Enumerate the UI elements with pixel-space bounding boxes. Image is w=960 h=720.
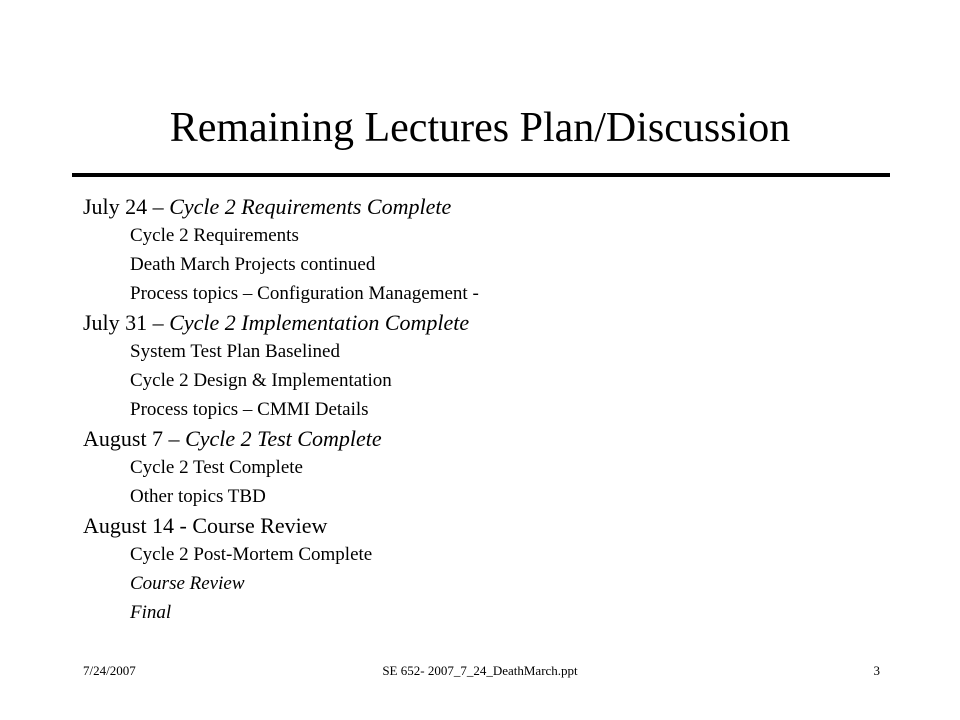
item-date: July 24 –	[83, 194, 170, 219]
sub-item: Cycle 2 Post-Mortem Complete	[130, 544, 373, 565]
footer-date: 7/24/2007	[83, 663, 136, 678]
title-divider	[72, 173, 890, 177]
sub-item: Cycle 2 Test Complete	[130, 457, 303, 478]
schedule-item-july-24	[83, 192, 903, 221]
slide-body	[83, 192, 903, 627]
item-date: August 7 –	[83, 426, 186, 451]
sub-item: Other topics TBD	[130, 486, 266, 507]
sub-item: Cycle 2 Requirements	[130, 225, 299, 246]
sub-item: Final	[130, 602, 172, 623]
item-milestone: Cycle 2 Requirements Complete	[169, 194, 452, 219]
schedule-item-august-14	[83, 511, 903, 540]
sub-item: Course Review	[130, 573, 245, 594]
item-milestone: Cycle 2 Implementation Complete	[169, 310, 470, 335]
item-milestone: Cycle 2 Test Complete	[185, 426, 382, 451]
footer-filename: SE 652- 2007_7_24_DeathMarch.ppt	[382, 663, 578, 678]
item-date: July 31 –	[83, 310, 170, 335]
sub-item: Process topics – CMMI Details	[130, 399, 369, 420]
sub-item: Cycle 2 Design & Implementation	[130, 370, 392, 391]
slide-title: Remaining Lectures Plan/Discussion	[169, 105, 791, 151]
footer-page-number: 3	[873, 663, 880, 678]
schedule-item-august-7	[83, 424, 903, 453]
item-date: August 14 - Course Review	[83, 513, 328, 538]
schedule-item-july-31	[83, 308, 903, 337]
sub-item: Process topics – Configuration Management -	[130, 283, 479, 304]
sub-item: Death March Projects continued	[130, 254, 376, 275]
sub-item: System Test Plan Baselined	[130, 341, 340, 362]
